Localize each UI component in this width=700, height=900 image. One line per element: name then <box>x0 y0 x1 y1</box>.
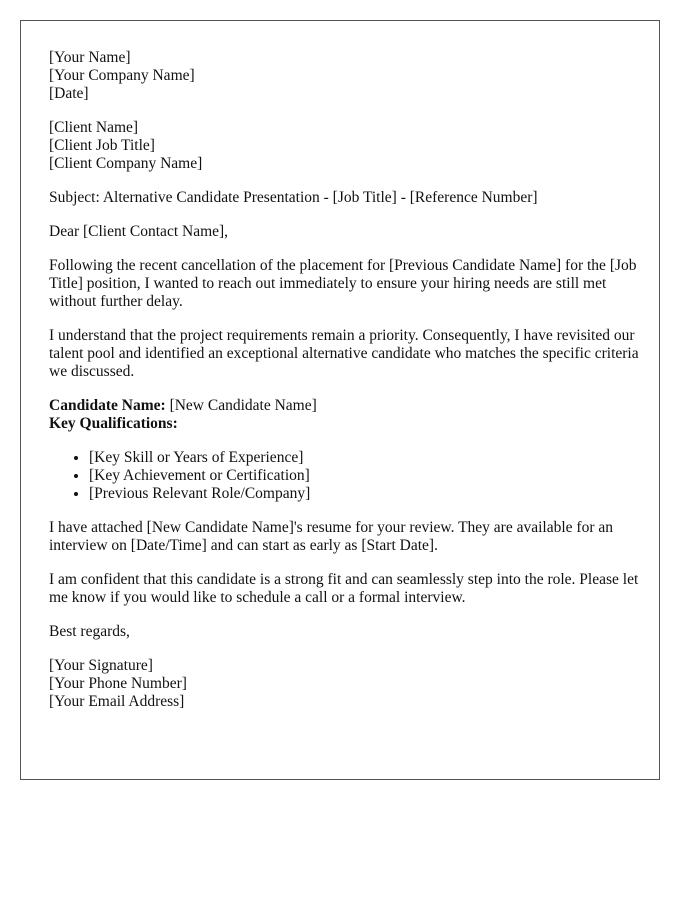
paragraph-confidence: I am confident that this candidate is a strong fit and can seamlessly step into the role. Please let me know if you would like to schedule a call or a formal interview. <box>49 571 639 606</box>
list-item: • [Key Achievement or Certification] <box>89 467 639 485</box>
paragraph-resume: I have attached [New Candidate Name]'s resume for your review. They are available for an interview on [Date/Time] and can start as early as [Start Date]. <box>49 519 613 554</box>
email-address: [Your Email Address] <box>49 693 185 710</box>
recipient-company: [Client Company Name] <box>49 155 203 172</box>
sender-name: [Your Name] <box>49 49 131 66</box>
paragraph-cancellation: Following the recent cancellation of the placement for [Previous Candidate Name] for the [Job Title] position, I wanted to reach out immediately to ensure your hiring needs are still met without further delay. <box>49 257 637 310</box>
salutation: Dear [Client Contact Name], <box>49 223 229 240</box>
candidate-name-value: [New Candidate Name] <box>169 397 317 414</box>
sender-company: [Your Company Name] <box>49 67 195 84</box>
qualifications-label: Key Qualifications: <box>49 415 178 432</box>
letter-page <box>20 20 660 780</box>
candidate-name-line <box>49 397 639 415</box>
signature-block <box>49 657 639 711</box>
closing: Best regards, <box>49 623 130 640</box>
list-item: • [Key Skill or Years of Experience] <box>89 449 639 467</box>
letter-content <box>49 49 639 711</box>
candidate-name-label: Candidate Name: <box>49 397 166 414</box>
list-item: • [Previous Relevant Role/Company] <box>89 485 639 503</box>
signature: [Your Signature] <box>49 657 153 674</box>
candidate-block <box>49 397 639 433</box>
phone-number: [Your Phone Number] <box>49 675 187 692</box>
letter-date: [Date] <box>49 85 89 102</box>
recipient-name: [Client Name] <box>49 119 139 136</box>
recipient-job-title: [Client Job Title] <box>49 137 155 154</box>
paragraph-alternative: I understand that the project requirements remain a priority. Consequently, I have revisited our talent pool and identified an exceptional alternative candidate who matches the specific criteria we discussed. <box>49 327 639 380</box>
qualifications-list <box>49 449 639 503</box>
recipient-block <box>49 119 639 173</box>
sender-block <box>49 49 639 103</box>
subject-line: Subject: Alternative Candidate Presentation - [Job Title] - [Reference Number] <box>49 189 538 206</box>
